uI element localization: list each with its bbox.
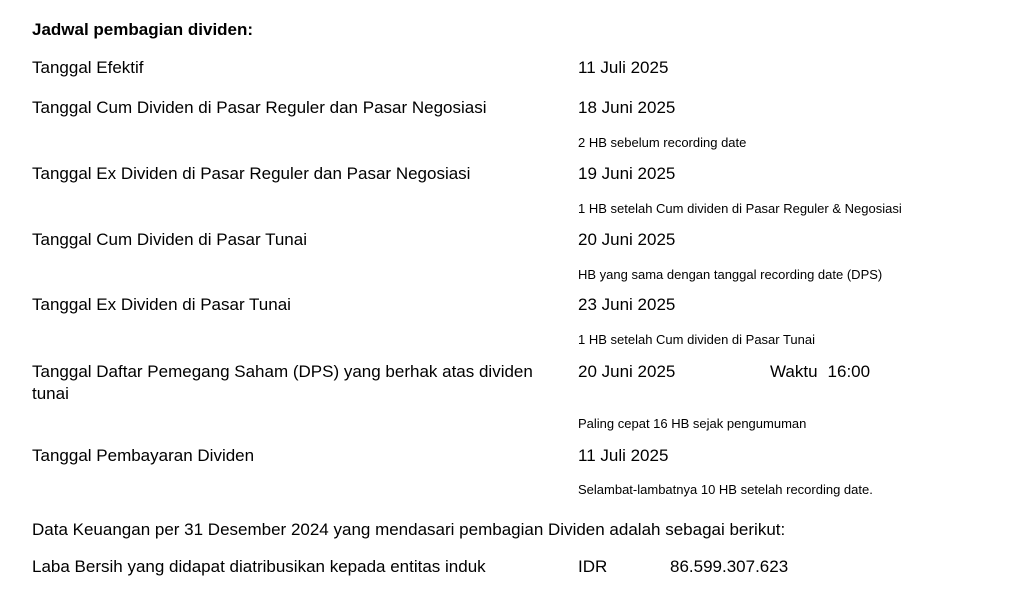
row-label-dps: Tanggal Daftar Pemegang Saham (DPS) yang berhak atas dividen tunai: [32, 362, 533, 403]
row-note-ex-cash: 1 HB setelah Cum dividen di Pasar Tunai: [578, 332, 816, 347]
row-value-ex-cash: 23 Juni 2025: [578, 295, 676, 314]
row-value-dps: 20 Juni 2025: [578, 362, 676, 381]
row-note-ex-regular: 1 HB setelah Cum dividen di Pasar Reguler & Negosiasi: [578, 201, 902, 216]
row-label-effective-date: Tanggal Efektif: [32, 58, 144, 77]
row-label-ex-cash: Tanggal Ex Dividen di Pasar Tunai: [32, 295, 291, 314]
dps-time-label: Waktu: [770, 362, 818, 381]
row-note-payment: Selambat-lambatnya 10 HB setelah recording date.: [578, 482, 873, 497]
dps-time: [770, 361, 870, 383]
row-value-payment: 11 Juli 2025: [578, 446, 669, 465]
section-title: Jadwal pembagian dividen:: [32, 20, 254, 39]
row-value-effective-date: 11 Juli 2025: [578, 58, 669, 77]
row-note-cum-cash: HB yang sama dengan tanggal recording date (DPS): [578, 267, 883, 282]
dps-time-value: 16:00: [827, 362, 871, 381]
row-value-ex-regular: 19 Juni 2025: [578, 164, 676, 183]
row-value-cum-regular: 18 Juni 2025: [578, 98, 676, 117]
row-value-cum-cash: 20 Juni 2025: [578, 230, 676, 249]
financial-intro: Data Keuangan per 31 Desember 2024 yang mendasari pembagian Dividen adalah sebagai berikut:: [32, 520, 786, 539]
net-profit-label: Laba Bersih yang didapat diatribusikan kepada entitas induk: [32, 557, 486, 576]
net-profit-currency: IDR: [578, 557, 608, 576]
row-note-cum-regular: 2 HB sebelum recording date: [578, 135, 747, 150]
row-note-dps: Paling cepat 16 HB sejak pengumuman: [578, 416, 807, 431]
row-label-cum-cash: Tanggal Cum Dividen di Pasar Tunai: [32, 230, 307, 249]
net-profit-amount: 86.599.307.623: [670, 557, 789, 576]
row-label-payment: Tanggal Pembayaran Dividen: [32, 446, 255, 465]
row-label-ex-regular: Tanggal Ex Dividen di Pasar Reguler dan Pasar Negosiasi: [32, 164, 471, 183]
row-label-cum-regular: Tanggal Cum Dividen di Pasar Reguler dan Pasar Negosiasi: [32, 98, 487, 117]
